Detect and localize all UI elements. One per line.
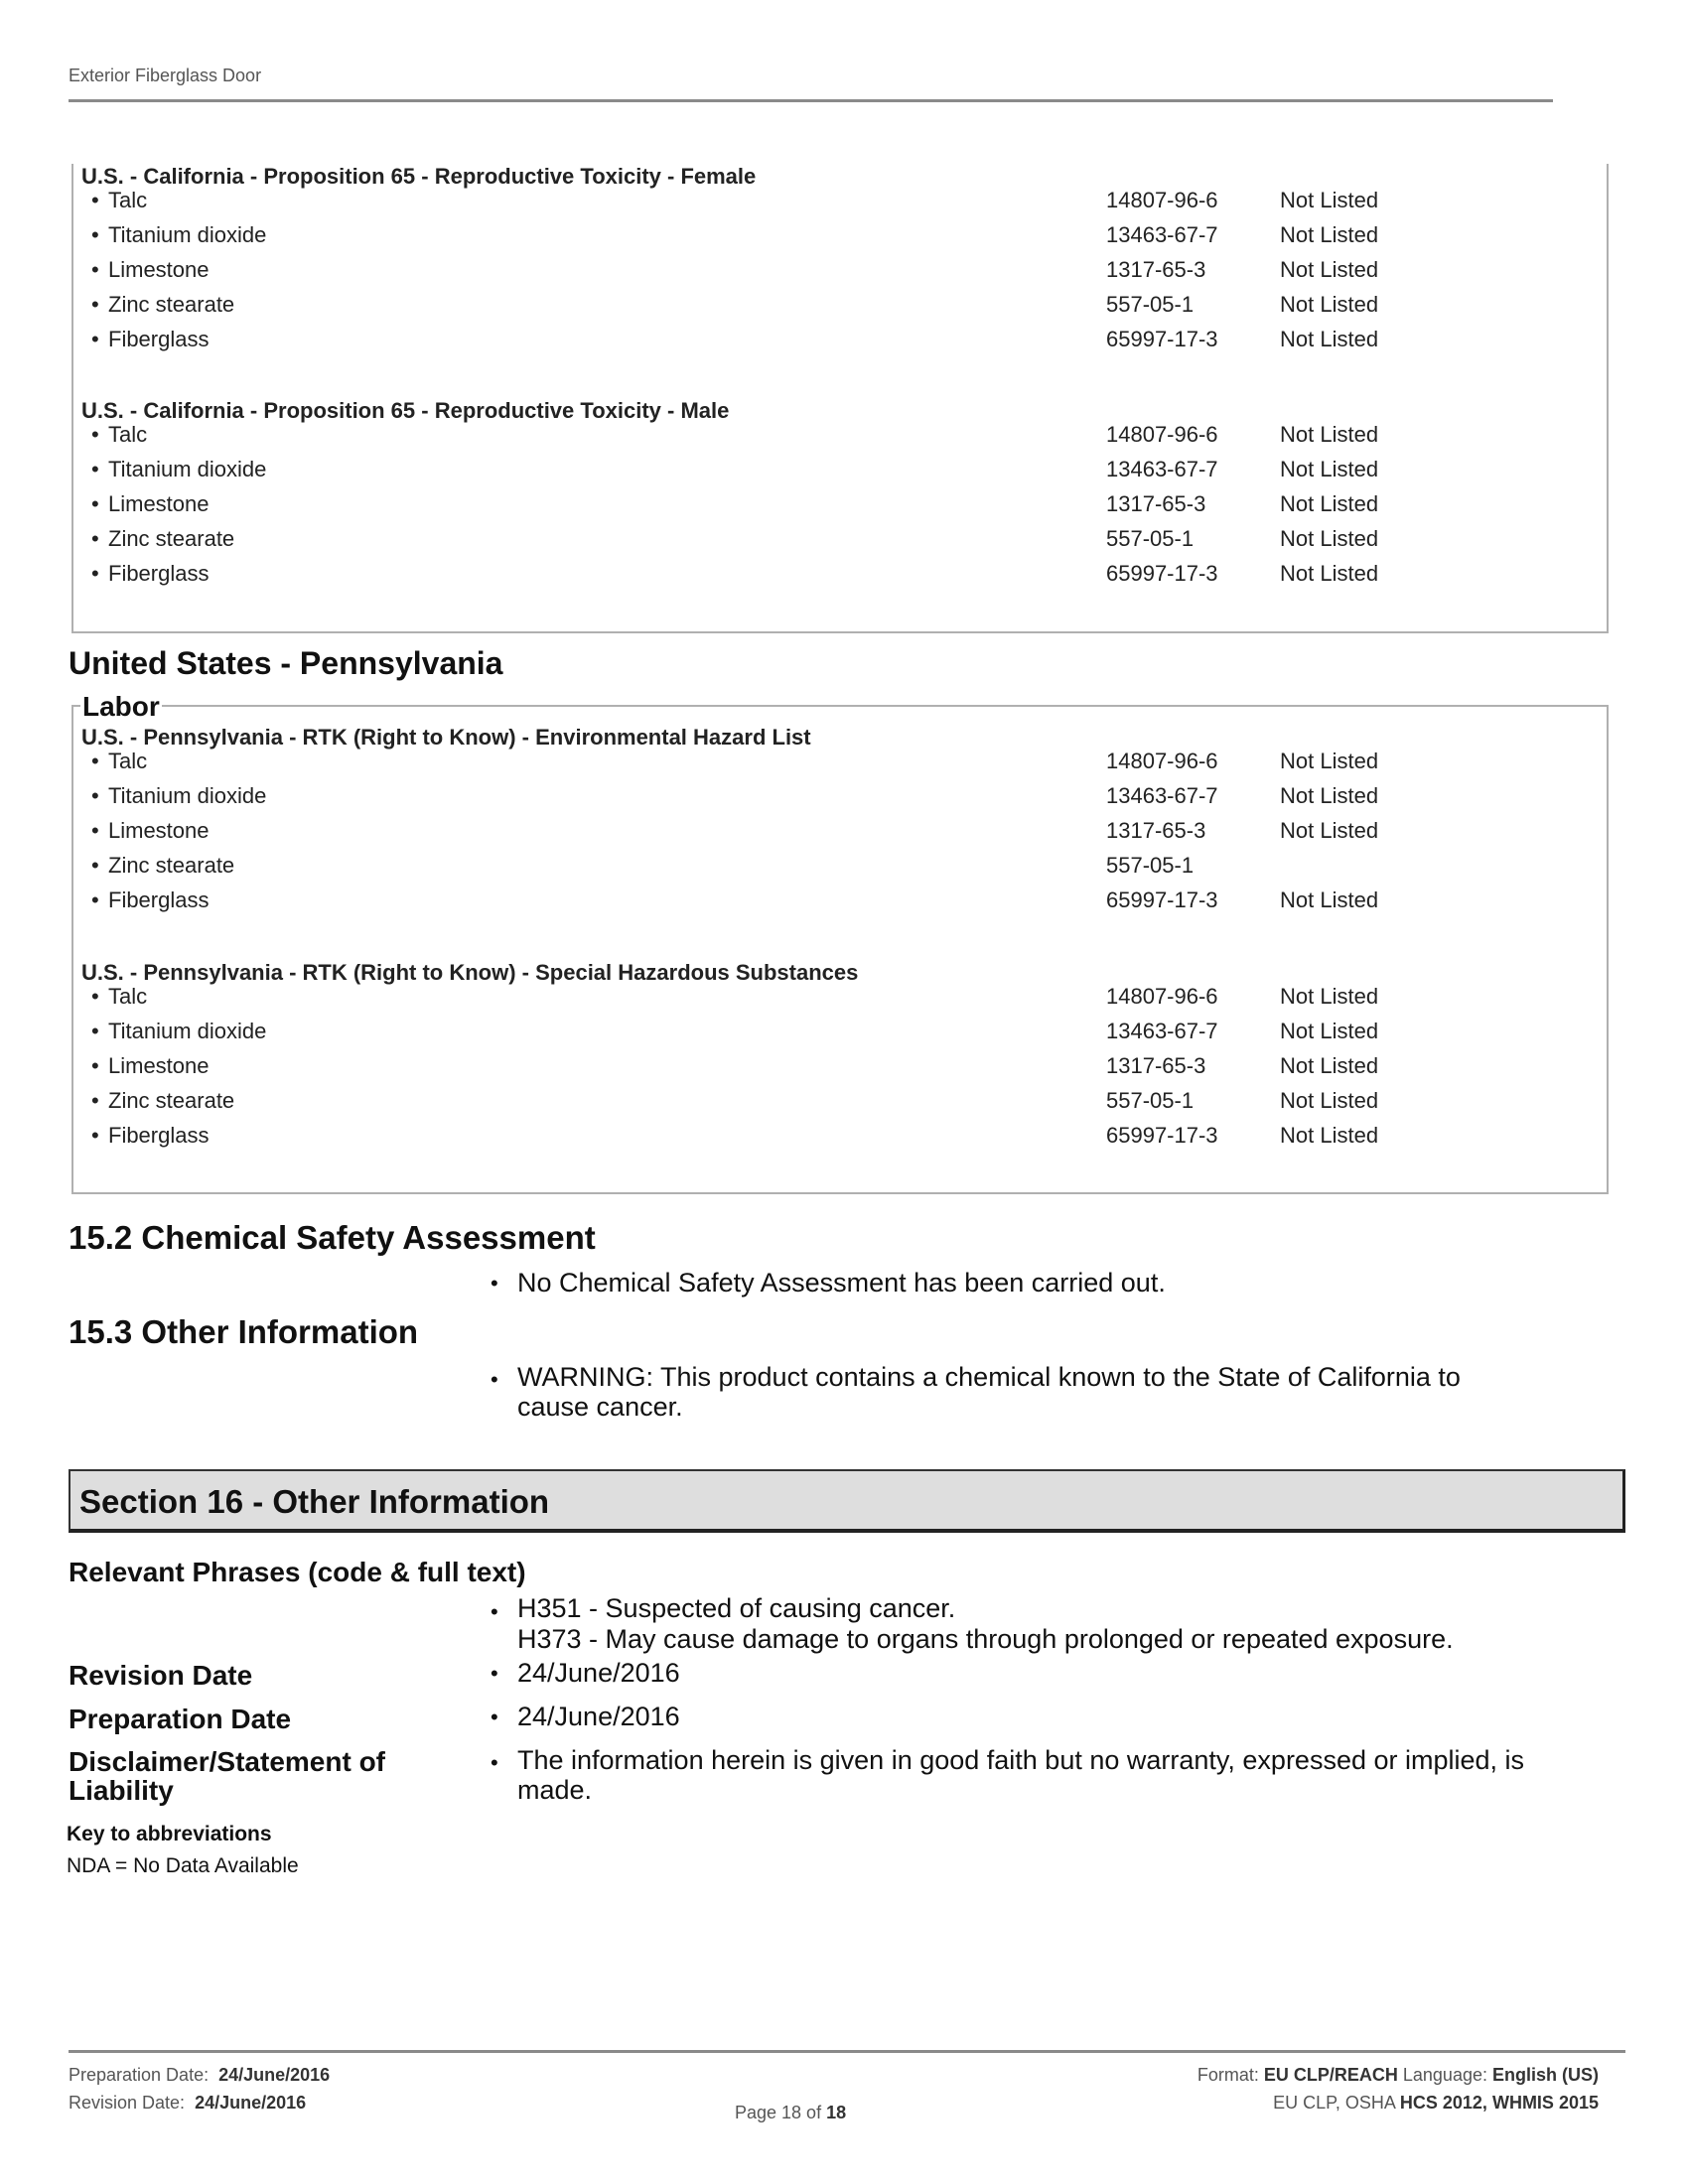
footer-value: WHMIS 2015 — [1491, 2093, 1599, 2113]
bullet-icon: • — [91, 257, 99, 282]
table-row — [73, 526, 1607, 558]
substance-name: Zinc stearate — [108, 853, 235, 878]
section-15-2-heading: 15.2 Chemical Safety Assessment — [69, 1219, 596, 1256]
bullet-icon: • — [91, 561, 99, 586]
substance-name: Fiberglass — [108, 561, 210, 586]
document-title: Exterior Fiberglass Door — [69, 66, 262, 85]
table-row — [73, 1019, 1607, 1050]
bullet-item: • 24/June/2016 — [491, 1658, 680, 1688]
substance-name: Talc — [108, 188, 148, 212]
bullet-icon: • — [91, 327, 99, 351]
listing-status: Not Listed — [1280, 422, 1379, 447]
substance-name: Titanium dioxide — [108, 1019, 267, 1043]
relevant-phrases-label: Relevant Phrases (code & full text) — [69, 1557, 526, 1587]
listing-status: Not Listed — [1280, 749, 1379, 773]
table-row — [73, 491, 1607, 523]
substance-name: Titanium dioxide — [108, 783, 267, 808]
table-row — [73, 749, 1607, 780]
footer-value: 24/June/2016 — [218, 2065, 331, 2085]
bullet-icon: • — [91, 457, 99, 481]
bullet-item: • No Chemical Safety Assessment has been carried out. — [491, 1268, 1166, 1297]
footer-label: Preparation Date: — [69, 2065, 210, 2085]
cas-number: 65997-17-3 — [1106, 327, 1218, 351]
bullet-icon: • — [91, 422, 99, 447]
table-row — [73, 422, 1607, 454]
cas-number: 13463-67-7 — [1106, 457, 1218, 481]
cas-number: 65997-17-3 — [1106, 1123, 1218, 1148]
phrase-h351: H351 - Suspected of causing cancer. — [517, 1593, 956, 1623]
section-16-title: Section 16 - Other Information — [79, 1483, 550, 1520]
cas-number: 1317-65-3 — [1106, 257, 1206, 282]
listing-status: Not Listed — [1280, 292, 1379, 317]
footer-page-number — [735, 2103, 846, 2123]
substance-name: Titanium dioxide — [108, 222, 267, 247]
pennsylvania-list-box — [71, 691, 1609, 1194]
cas-number: 65997-17-3 — [1106, 561, 1218, 586]
footer-divider — [69, 2050, 1625, 2053]
table-row — [73, 1123, 1607, 1155]
substance-name: Talc — [108, 749, 148, 773]
bullet-item: • 24/June/2016 — [491, 1702, 680, 1731]
key-abbreviations-label: Key to abbreviations — [67, 1823, 272, 1845]
bullet-icon: • — [91, 526, 99, 551]
footer-value: HCS 2012, — [1399, 2093, 1487, 2113]
disclaimer-label — [69, 1747, 385, 1805]
header-divider — [69, 99, 1553, 102]
list-title: U.S. - California - Proposition 65 - Reproductive Toxicity - Male — [81, 398, 730, 423]
listing-status: Not Listed — [1280, 457, 1379, 481]
bullet-text: No Chemical Safety Assessment has been carried out. — [517, 1268, 1166, 1297]
listing-status: Not Listed — [1280, 818, 1379, 843]
listing-status: Not Listed — [1280, 1088, 1379, 1113]
disclaimer-label-line: Disclaimer/Statement of — [69, 1746, 385, 1777]
listing-status: Not Listed — [1280, 327, 1379, 351]
table-row — [73, 818, 1607, 850]
substance-name: Zinc stearate — [108, 526, 235, 551]
disclaimer-label-line: Liability — [69, 1775, 174, 1806]
table-row — [73, 887, 1607, 919]
listing-status: Not Listed — [1280, 1123, 1379, 1148]
footer-regulations — [1273, 2093, 1599, 2114]
substance-name: Zinc stearate — [108, 1088, 235, 1113]
bullet-icon: • — [91, 292, 99, 317]
bullet-icon: • — [91, 491, 99, 516]
table-row — [73, 853, 1607, 885]
cas-number: 13463-67-7 — [1106, 783, 1218, 808]
phrase-h373: H373 - May cause damage to organs through prolonged or repeated exposure. — [517, 1624, 1454, 1654]
substance-name: Fiberglass — [108, 887, 210, 912]
bullet-icon: • — [91, 984, 99, 1009]
table-row — [73, 783, 1607, 815]
revision-date-value: 24/June/2016 — [517, 1658, 680, 1688]
california-list-box — [71, 164, 1609, 633]
list-title: U.S. - Pennsylvania - RTK (Right to Know) - Special Hazardous Substances — [81, 960, 859, 985]
bullet-icon: • — [91, 749, 99, 773]
table-row — [73, 327, 1607, 358]
cas-number: 557-05-1 — [1106, 526, 1195, 551]
cas-number: 1317-65-3 — [1106, 818, 1206, 843]
table-row — [73, 561, 1607, 593]
listing-status: Not Listed — [1280, 561, 1379, 586]
list-title: U.S. - California - Proposition 65 - Reproductive Toxicity - Female — [81, 164, 757, 189]
substance-name: Limestone — [108, 1053, 210, 1078]
preparation-date-value: 24/June/2016 — [517, 1702, 680, 1731]
substance-name: Fiberglass — [108, 327, 210, 351]
cas-number: 557-05-1 — [1106, 292, 1195, 317]
bullet-icon: • — [91, 188, 99, 212]
footer-label: EU CLP, OSHA — [1273, 2093, 1395, 2113]
key-abbreviations-text: NDA = No Data Available — [67, 1854, 299, 1877]
bullet-icon: • — [91, 1088, 99, 1113]
bullet-icon: • — [91, 1123, 99, 1148]
section-15-3-heading: 15.3 Other Information — [69, 1313, 419, 1350]
listing-status: Not Listed — [1280, 984, 1379, 1009]
group-legend: Labor — [82, 691, 160, 722]
footer-label: Format: — [1196, 2065, 1259, 2085]
cas-number: 14807-96-6 — [1106, 749, 1218, 773]
footer-value: EU CLP/REACH — [1263, 2065, 1398, 2085]
footer-label: Language: — [1402, 2065, 1487, 2085]
substance-name: Limestone — [108, 491, 210, 516]
preparation-date-label: Preparation Date — [69, 1704, 292, 1734]
cas-number: 557-05-1 — [1106, 853, 1195, 878]
cas-number: 557-05-1 — [1106, 1088, 1195, 1113]
disclaimer-text: made. — [517, 1775, 593, 1805]
listing-status: Not Listed — [1280, 188, 1379, 212]
cas-number: 13463-67-7 — [1106, 222, 1218, 247]
disclaimer-text: The information herein is given in good faith but no warranty, expressed or implied, is — [517, 1745, 1525, 1775]
table-row — [73, 222, 1607, 254]
bullet-item: • The information herein is given in good faith but no warranty, expressed or implied, is made. — [491, 1745, 1525, 1805]
footer-label: Revision Date: — [69, 2093, 186, 2113]
bullet-icon: • — [91, 818, 99, 843]
bullet-icon: • — [91, 887, 99, 912]
table-row — [73, 1088, 1607, 1120]
cas-number: 1317-65-3 — [1106, 491, 1206, 516]
table-row — [73, 257, 1607, 289]
substance-name: Talc — [108, 422, 148, 447]
table-row — [73, 292, 1607, 324]
cas-number: 14807-96-6 — [1106, 422, 1218, 447]
footer-format — [1197, 2065, 1599, 2086]
cas-number: 65997-17-3 — [1106, 887, 1218, 912]
bullet-text: WARNING: This product contains a chemical known to the State of California to — [517, 1362, 1461, 1392]
footer-value: 18 — [826, 2103, 847, 2122]
listing-status: Not Listed — [1280, 257, 1379, 282]
footer-preparation-date — [69, 2065, 330, 2086]
listing-status: Not Listed — [1280, 526, 1379, 551]
bullet-item: • WARNING: This product contains a chemical known to the State of California to cause cancer. — [491, 1362, 1461, 1422]
bullet-icon: • — [91, 1019, 99, 1043]
listing-status: Not Listed — [1280, 491, 1379, 516]
cas-number: 14807-96-6 — [1106, 188, 1218, 212]
cas-number: 14807-96-6 — [1106, 984, 1218, 1009]
substance-name: Fiberglass — [108, 1123, 210, 1148]
footer-revision-date — [69, 2093, 306, 2114]
listing-status: Not Listed — [1280, 222, 1379, 247]
revision-date-label: Revision Date — [69, 1660, 253, 1691]
bullet-icon: • — [91, 783, 99, 808]
list-title: U.S. - Pennsylvania - RTK (Right to Know) - Environmental Hazard List — [81, 725, 811, 750]
substance-name: Limestone — [108, 818, 210, 843]
substance-name: Titanium dioxide — [108, 457, 267, 481]
region-heading: United States - Pennsylvania — [69, 645, 503, 681]
footer-label: Page 18 of — [735, 2103, 822, 2122]
listing-status: Not Listed — [1280, 1053, 1379, 1078]
table-row — [73, 1053, 1607, 1085]
bullet-icon: • — [91, 853, 99, 878]
substance-name: Talc — [108, 984, 148, 1009]
table-row — [73, 188, 1607, 219]
table-row — [73, 984, 1607, 1016]
listing-status: Not Listed — [1280, 1019, 1379, 1043]
listing-status: Not Listed — [1280, 887, 1379, 912]
substance-name: Zinc stearate — [108, 292, 235, 317]
section-16-header — [69, 1469, 1625, 1533]
cas-number: 1317-65-3 — [1106, 1053, 1206, 1078]
listing-status: Not Listed — [1280, 783, 1379, 808]
footer-value: 24/June/2016 — [195, 2093, 307, 2113]
bullet-icon: • — [91, 1053, 99, 1078]
substance-name: Limestone — [108, 257, 210, 282]
bullet-icon: • — [91, 222, 99, 247]
cas-number: 13463-67-7 — [1106, 1019, 1218, 1043]
bullet-text: cause cancer. — [517, 1392, 683, 1422]
bullet-item: • H351 - Suspected of causing cancer. H373 - May cause damage to organs through prolonged or repeated exposure. — [491, 1593, 1454, 1654]
table-row — [73, 457, 1607, 488]
footer-value: English (US) — [1492, 2065, 1599, 2085]
